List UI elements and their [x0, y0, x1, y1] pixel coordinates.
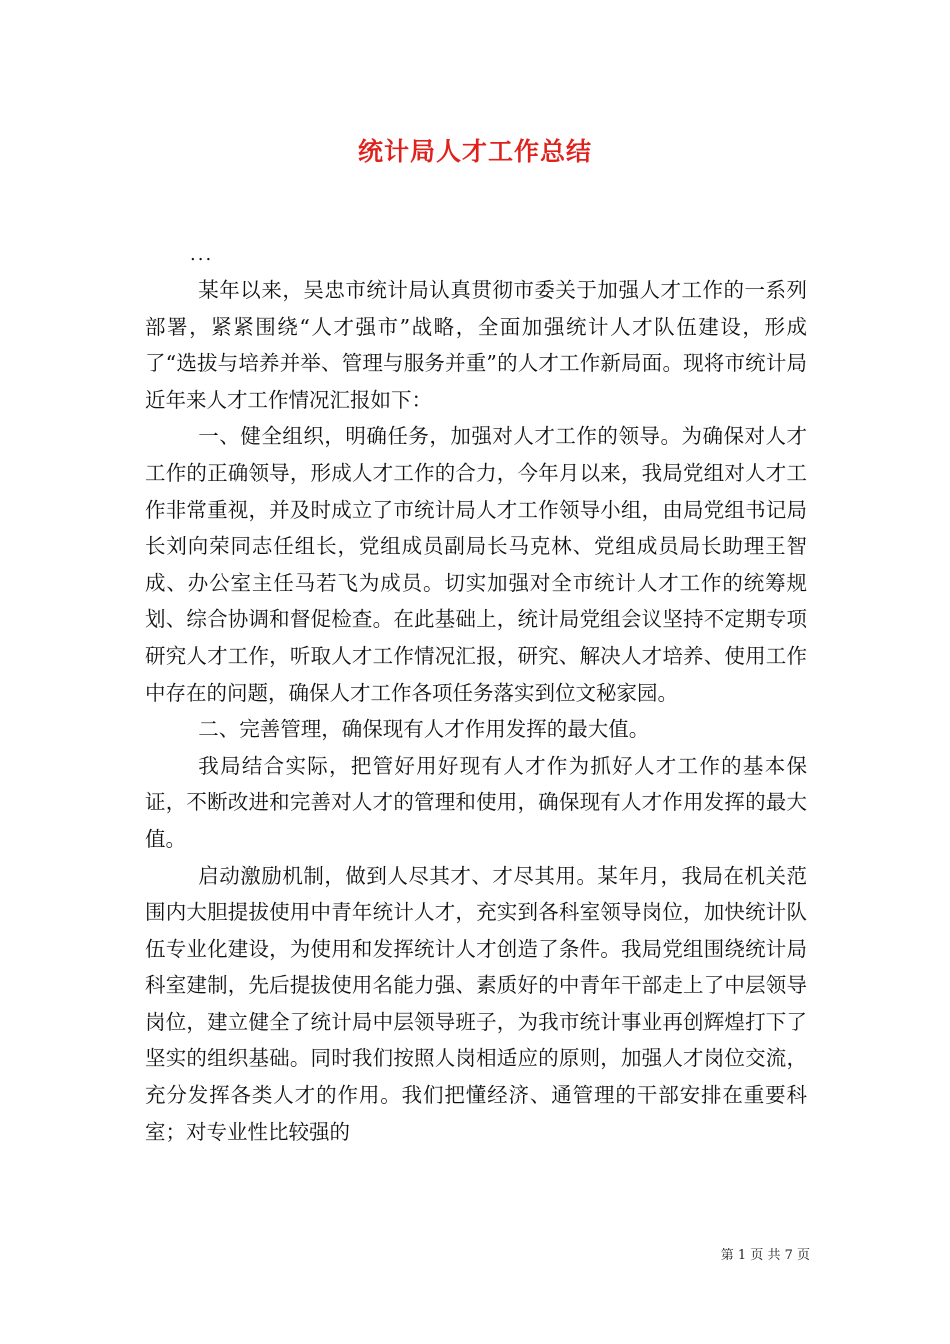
paragraph-incentive: 启动激励机制，做到人尽其才、才尽其用。某年月，我局在机关范围内大胆提拔使用中青年统计人才，充实到各科室领导岗位，加快统计队伍专业化建设，为使用和发挥统计人才创造了条件。我局党组围绕统计局科室建制，先后提拔使用名能力强、素质好的中青年干部走上了中层领导岗位，建立健全了统计局中层领导班子，为我市统计事业再创辉煌打下了坚实的组织基础。同时我们按照人岗相适应的原则，加强人才岗位交流，充分发挥各类人才的作用。我们把懂经济、通管理的干部安排在重要科室；对专业性比较强的: [145, 863, 807, 1144]
paragraph-section-2-body: 我局结合实际，把管好用好现有人才作为抓好人才工作的基本保证，不断改进和完善对人才的管理和使用，确保现有人才作用发挥的最大值。: [145, 753, 807, 851]
paragraph-section-1: 一、健全组织，明确任务，加强对人才工作的领导。为确保对人才工作的正确领导，形成人才工作的合力，今年月以来，我局党组对人才工作非常重视，并及时成立了市统计局人才工作领导小组，由局党组书记局长刘向荣同志任组长，党组成员副局长马克林、党组成员局长助理王智成、办公室主任马若飞为成员。切实加强对全市统计人才工作的统筹规划、综合协调和督促检查。在此基础上，统计局党组会议坚持不定期专项研究人才工作，听取人才工作情况汇报，研究、解决人才培养、使用工作中存在的问题，确保人才工作各项任务落实到位文秘家园。: [145, 424, 807, 705]
page-number: 第 1 页 共 7 页: [720, 1248, 810, 1263]
paragraph-intro: 某年以来，吴忠市统计局认真贯彻市委关于加强人才工作的一系列部署，紧紧围绕“人才强市”战略，全面加强统计人才队伍建设，形成了“选拔与培养并举、管理与服务并重”的人才工作新局面。现将市统计局近年来人才工作情况汇报如下：: [145, 278, 807, 412]
document-body: [145, 272, 807, 1150]
ellipsis-marker: ...: [190, 244, 214, 265]
document-title: 统计局人才工作总结: [357, 137, 592, 166]
paragraph-section-2-heading: 二、完善管理，确保现有人才作用发挥的最大值。: [198, 717, 650, 742]
